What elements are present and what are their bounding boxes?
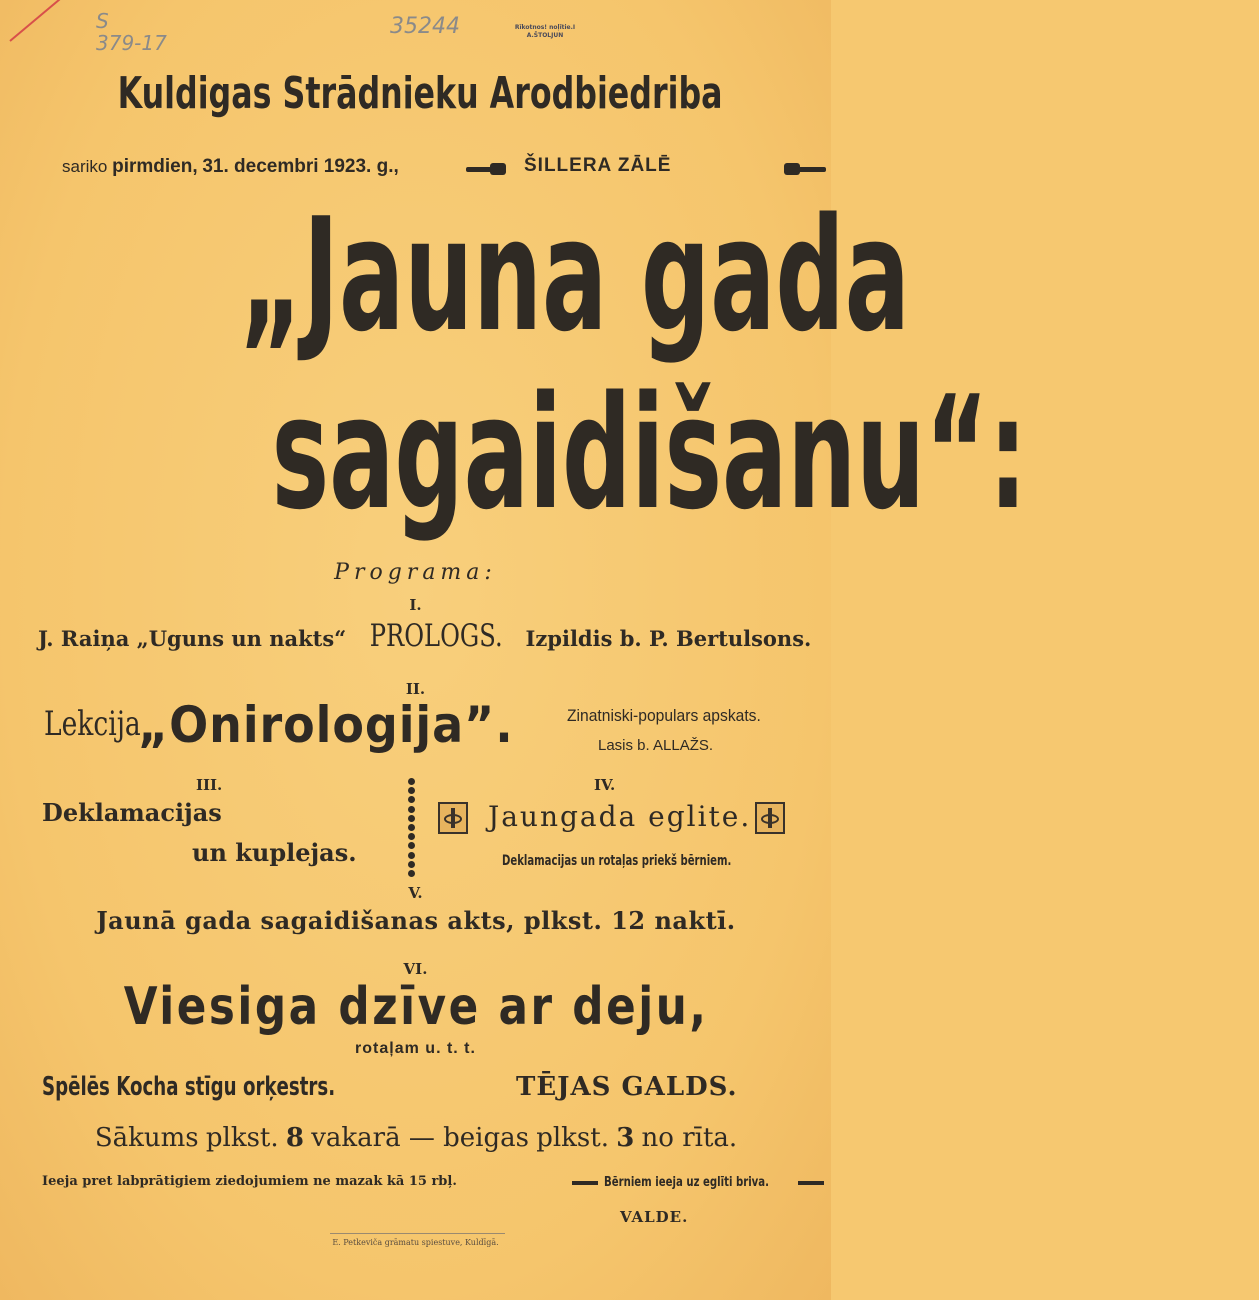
ornament-left-icon	[438, 802, 468, 834]
section-three-line-1: Deklamacijas	[42, 798, 222, 827]
divider-dot	[408, 796, 415, 803]
divider-dot	[408, 778, 415, 785]
section-one-author: J. Raiņa „Uguns un nakts“	[38, 626, 347, 651]
numeral-one: I.	[409, 596, 422, 614]
date-line	[62, 156, 399, 178]
divider-dot	[408, 787, 415, 794]
divider-dot	[408, 824, 415, 831]
ornament-right-icon	[755, 802, 785, 834]
main-title-line-2	[40, 362, 1028, 544]
start-hour: 8	[285, 1123, 304, 1153]
section-five-text: Jaunā gada sagaidišanas akts, plkst. 12 naktī.	[96, 906, 736, 935]
signature: VALDE.	[620, 1208, 689, 1226]
tea-table: TĒJAS GALDS.	[516, 1072, 738, 1102]
programme-heading	[0, 560, 831, 585]
date-prefix: sariko	[62, 157, 108, 176]
library-stamp: Rīkotnos! noļītie.I A.ŠTOLJUN	[514, 24, 576, 39]
shelf-mark: S 379-17	[96, 9, 167, 55]
title-line-1: „Jauna gada	[239, 184, 910, 366]
lecture-topic-wrap	[138, 697, 546, 753]
section-six-sub: rotaļam u. t. t.	[355, 1040, 476, 1057]
end-hour: 3	[616, 1123, 635, 1153]
numeral-five: V.	[408, 884, 423, 902]
start-rest: vakarā — beigas	[311, 1123, 529, 1153]
printer-rule	[330, 1233, 505, 1234]
divider-dot	[408, 870, 415, 877]
numeral-three: III.	[196, 776, 223, 794]
section-four-sub: Deklamacijas un rotaļas priekš bērniem.	[502, 853, 732, 869]
end-plkst: plkst.	[536, 1123, 609, 1153]
divider-dot	[408, 806, 415, 813]
date-text: 31. decembri 1923. g.,	[202, 156, 399, 177]
section-four-sub-wrap	[502, 852, 821, 870]
lecture-description: Zinatniski-populars apskats.	[567, 706, 761, 725]
inventory-number: 35244	[390, 14, 460, 39]
dash-left-icon	[572, 1181, 598, 1185]
organization-title	[0, 68, 831, 119]
start-plkst: plkst.	[205, 1123, 279, 1153]
section-six-headline: Viesiga dzīve ar deju,	[123, 977, 709, 1037]
divider-dot	[408, 861, 415, 868]
end-rest: no rīta.	[641, 1123, 738, 1153]
lecture-reader: Lasis b. ALLAŽS.	[598, 737, 714, 754]
programme-label: Programa:	[334, 560, 497, 585]
main-title-line-1	[34, 184, 910, 366]
lecture-lead: Lekcija	[44, 704, 141, 744]
organization-name: Kuldigas Strādnieku Arodbiedriba	[117, 68, 723, 119]
divider-dot	[408, 815, 415, 822]
section-three-line-2: un kuplejas.	[192, 838, 357, 867]
numeral-four: IV.	[594, 776, 616, 794]
divider-dot	[408, 852, 415, 859]
times-line	[42, 1122, 790, 1153]
venue-name: ŠILLERA ZĀLĒ	[524, 155, 672, 176]
children-text: Bērniem ieeja uz eglīti briva.	[604, 1175, 769, 1190]
numeral-six: VI.	[403, 960, 428, 978]
section-one-line	[38, 618, 812, 654]
children-note	[566, 1174, 830, 1190]
section-one-performer: Izpildis b. P. Bertulsons.	[525, 626, 812, 651]
section-six-headline-wrap	[38, 976, 794, 1038]
entry-note: Ieeja pret labprātigiem ziedojumiem ne mazak kā 15 rbļ.	[42, 1174, 457, 1189]
dotted-divider	[406, 778, 416, 879]
section-one-prolog: PROLOGS.	[369, 618, 503, 654]
divider-dot	[408, 833, 415, 840]
date-weekday: pirmdien,	[112, 156, 198, 177]
printer-imprint: E. Petkeviča grāmatu spiestuve, Kuldīgā.	[332, 1238, 499, 1247]
lecture-topic: „Onirologija”.	[138, 696, 514, 754]
dash-right-icon	[798, 1181, 824, 1185]
numeral-two: II.	[405, 680, 426, 698]
divider-dot	[408, 842, 415, 849]
orchestra-text: Spēlēs Kocha stīgu orķestrs.	[42, 1072, 336, 1102]
section-five-wrap	[42, 906, 790, 935]
section-four-title: Jaungada eglite.	[488, 800, 752, 833]
start-label: Sākums	[94, 1123, 199, 1153]
title-line-2: sagaidišanu“:	[271, 362, 1028, 544]
pointing-hand-left-icon	[774, 162, 826, 176]
pointing-hand-right-icon	[466, 162, 518, 176]
orchestra-wrap	[42, 1072, 461, 1102]
